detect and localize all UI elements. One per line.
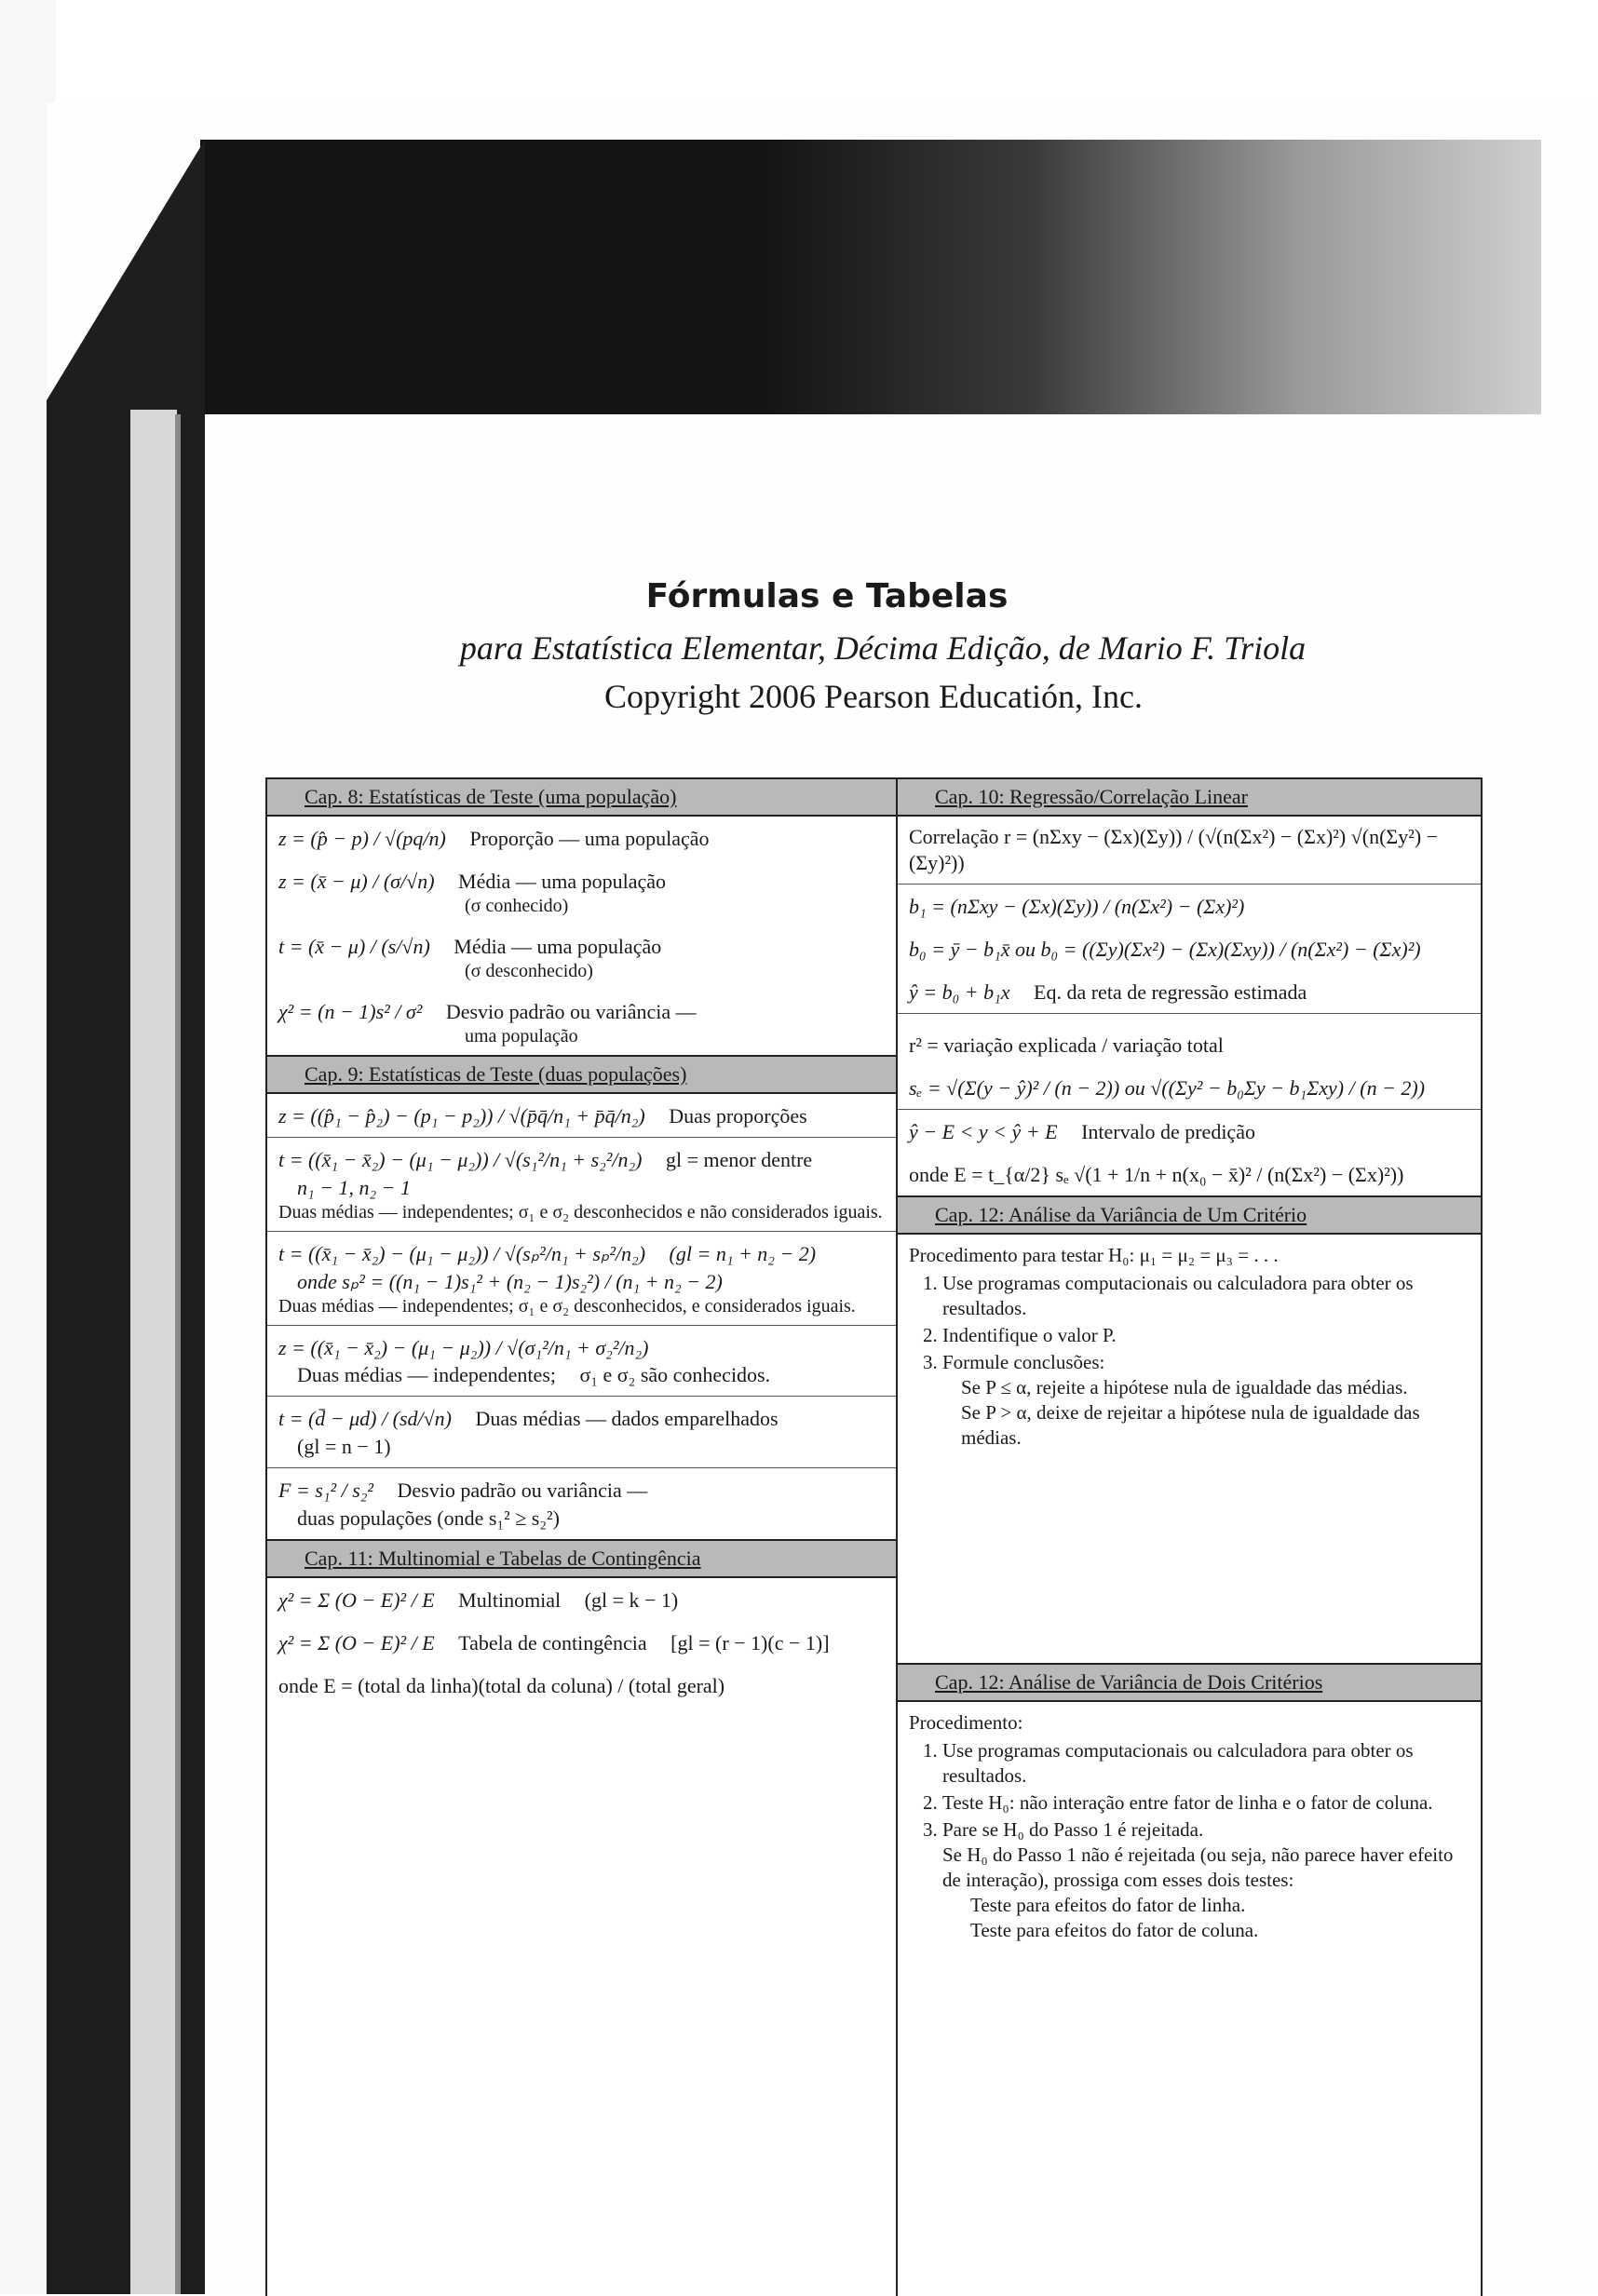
formula-row xyxy=(267,817,899,859)
list-item xyxy=(942,1350,1469,1451)
right-column xyxy=(896,777,1483,2296)
formula-row xyxy=(898,1153,1481,1195)
list-item xyxy=(942,1817,1469,1943)
formula: t = (x̄ − μ) / (s/√n) xyxy=(278,934,430,958)
formula-row xyxy=(267,1094,899,1138)
cap11-rows xyxy=(267,1578,899,1707)
formula-note: (σ conhecido) xyxy=(465,895,569,916)
formula: z = ((x̄₁ − x̄₂) − (μ₁ − μ₂)) / √(σ₁²/n₁ + σ₂²/n₂) xyxy=(278,1335,649,1359)
formula-row xyxy=(898,927,1481,970)
formula-row xyxy=(267,990,899,1055)
formula-note: Duas médias — independentes; σ₁ e σ₂ desconhecidos, e considerados iguais. xyxy=(278,1295,856,1317)
formula: b₀ = ȳ − b₁x̄ ou b₀ = ((Σy)(Σx²) − (Σx)(Σxy)) / (n(Σx²) − (Σx)²) xyxy=(909,937,1421,961)
formula-label: Média — uma população xyxy=(454,934,662,958)
formula: onde E = (total da linha)(total da coluna) / (total geral) xyxy=(278,1674,725,1698)
left-column xyxy=(265,777,901,2296)
formula-row xyxy=(898,817,1481,885)
formula: z = (x̄ − μ) / (σ/√n) xyxy=(278,869,435,893)
formula-label: Multinomial xyxy=(458,1588,562,1613)
formula-label: Média — uma população xyxy=(458,869,667,893)
section-heading-cap11: Cap. 11: Multinomial e Tabelas de Contingência xyxy=(267,1539,899,1578)
cap12-two-way-body xyxy=(898,1702,1481,1954)
formula: ŷ − E < y < ŷ + E xyxy=(909,1119,1058,1143)
formula-label: Duas médias — dados emparelhados xyxy=(475,1407,779,1431)
formula-row xyxy=(267,1468,899,1539)
formula: ŷ = b₀ + b₁x xyxy=(909,979,1010,1004)
procedure-list xyxy=(909,1738,1469,1943)
formula-label-2: onde sₚ² = ((n₁ − 1)s₁² + (n₂ − 1)s₂²) / (n₁ + n₂ − 2) xyxy=(297,1269,723,1293)
sub-item: Teste para efeitos do fator de linha. xyxy=(970,1893,1246,1916)
list-item: 1. Use programas computacionais ou calculadora para obter os resultados. xyxy=(942,1271,1469,1321)
formula-label-2: duas populações (onde s₁² ≥ s₂²) xyxy=(297,1506,560,1531)
formula-label: Eq. da reta de regressão estimada xyxy=(1034,979,1307,1004)
formula: Correlação r = (nΣxy − (Σx)(Σy)) / (√(n(Σx²) − (Σx)²) √(n(Σy²) − (Σy)²)) xyxy=(909,825,1439,874)
formula: χ² = Σ (O − E)² / E xyxy=(278,1631,435,1655)
section-heading-cap9: Cap. 9: Estatísticas de Teste (duas populações) xyxy=(267,1055,899,1094)
page-subtitle: para Estatística Elementar, Décima Edição, de Mario F. Triola xyxy=(459,629,1307,667)
formula-label-2: n₁ − 1, n₂ − 1 xyxy=(297,1175,411,1199)
formula: r² = variação explicada / variação total xyxy=(909,1033,1224,1057)
page-header xyxy=(186,577,1598,716)
section-heading-cap12-one-way: Cap. 12: Análise da Variância de Um Critério xyxy=(898,1195,1481,1235)
formula-row xyxy=(267,1621,899,1664)
formula: t = ((x̄₁ − x̄₂) − (μ₁ − μ₂)) / √(sₚ²/n₁ + sₚ²/n₂) xyxy=(278,1241,646,1265)
formula-label: Desvio padrão ou variância — xyxy=(445,999,697,1023)
cap8-rows xyxy=(267,817,899,1055)
formula-row xyxy=(898,970,1481,1014)
formula-label: Duas proporções xyxy=(669,1103,807,1128)
cap10-rows xyxy=(898,817,1481,1195)
list-item: 2. Indentifique o valor P. xyxy=(942,1323,1469,1348)
formula: t = ((x̄₁ − x̄₂) − (μ₁ − μ₂)) / √(s₁²/n₁ + s₂²/n₂) xyxy=(278,1147,643,1171)
formula: b₁ = (nΣxy − (Σx)(Σy)) / (n(Σx²) − (Σx)²) xyxy=(909,894,1245,918)
formula-label: (gl = n₁ + n₂ − 2) xyxy=(669,1241,817,1265)
list-item-text: Pare se H₀ do Passo 1 é rejeitada. xyxy=(942,1817,1204,1841)
formula-note: (σ desconhecido) xyxy=(465,960,593,981)
cover-band xyxy=(200,140,1541,414)
formula-label: Proporção — uma população xyxy=(469,826,710,850)
formula: F = s₁² / s₂² xyxy=(278,1479,374,1503)
formula-label: Tabela de contingência xyxy=(458,1631,647,1655)
formula-row xyxy=(898,885,1481,927)
sub-item: Se H₀ do Passo 1 não é rejeitada (ou seja, não parece haver efeito de interação), prossiga com esses dois testes: xyxy=(942,1843,1454,1891)
list-item: 2. Teste H₀: não interação entre fator de linha e o fator de coluna. xyxy=(942,1790,1469,1816)
formula-label: gl = menor dentre xyxy=(665,1147,813,1171)
procedure-list xyxy=(909,1271,1469,1451)
formula-row xyxy=(267,1232,899,1326)
formula: χ² = (n − 1)s² / σ² xyxy=(278,999,423,1023)
sub-item: Se P > α, deixe de rejeitar a hipótese nula de igualdade das médias. xyxy=(961,1400,1420,1449)
formula-label-2: (gl = k − 1) xyxy=(584,1588,679,1613)
formula: z = ((p̂₁ − p̂₂) − (p₁ − p₂)) / √(p̄q̄/n₁ + p̄q̄/n₂) xyxy=(278,1103,645,1128)
formula: z = (p̂ − p) / √(pq/n) xyxy=(278,826,446,850)
formula-row xyxy=(267,1397,899,1468)
formula: χ² = Σ (O − E)² / E xyxy=(278,1588,435,1613)
sub-item: Se P ≤ α, rejeite a hipótese nula de igualdade das médias. xyxy=(961,1375,1408,1398)
section-heading-cap12-two-way: Cap. 12: Análise de Variância de Dois Critérios xyxy=(898,1663,1481,1702)
formula-note: uma população xyxy=(465,1025,578,1047)
list-item: 1. Use programas computacionais ou calculadora para obter os resultados. xyxy=(942,1738,1469,1789)
cap9-rows xyxy=(267,1094,899,1539)
formula-row xyxy=(267,859,899,925)
formula-label-2: (gl = n − 1) xyxy=(297,1435,391,1459)
procedure-intro: Procedimento: xyxy=(909,1710,1023,1734)
procedure-intro: Procedimento para testar H₀: μ₁ = μ₂ = μ₃ = . . . xyxy=(909,1243,1279,1266)
section-heading-cap10: Cap. 10: Regressão/Correlação Linear xyxy=(898,779,1481,817)
formula: onde E = t_{α/2} sₑ √(1 + 1/n + n(x₀ − x̄)² / (n(Σx²) − (Σx)²)) xyxy=(909,1162,1404,1186)
formula-row xyxy=(267,1138,899,1232)
formula: sₑ = √(Σ(y − ŷ)² / (n − 2)) ou √((Σy² − b₀Σy − b₁Σxy) / (n − 2)) xyxy=(909,1075,1426,1100)
formula-row xyxy=(898,1110,1481,1153)
formula-note: Duas médias — independentes; σ₁ e σ₂ desconhecidos e não considerados iguais. xyxy=(278,1201,883,1222)
page-title: Fórmulas e Tabelas xyxy=(645,577,1009,615)
cap12-one-way-body xyxy=(898,1235,1481,1663)
formula-label-2: [gl = (r − 1)(c − 1)] xyxy=(670,1631,830,1655)
section-heading-cap8: Cap. 8: Estatísticas de Teste (uma população) xyxy=(267,779,899,817)
formula-label: Duas médias — independentes; xyxy=(297,1363,556,1387)
formula-row xyxy=(267,1326,899,1398)
formula-row xyxy=(898,1066,1481,1110)
formula-label-2: σ₁ e σ₂ são conhecidos. xyxy=(579,1363,771,1387)
sub-item: Teste para efeitos do fator de coluna. xyxy=(970,1918,1259,1941)
formula-label: Intervalo de predição xyxy=(1081,1119,1255,1143)
formula-row xyxy=(267,1664,899,1707)
list-item-text: Formule conclusões: xyxy=(942,1350,1105,1373)
formula-row xyxy=(267,1578,899,1621)
copyright-line: Copyright 2006 Pearson Educatión, Inc. xyxy=(604,678,1143,715)
cover-band-left xyxy=(47,140,205,2294)
formula-row xyxy=(898,1023,1481,1066)
formula: t = (d̄ − μd) / (sd/√n) xyxy=(278,1407,453,1431)
formula-label: Desvio padrão ou variância — xyxy=(397,1479,648,1503)
formula-row xyxy=(267,925,899,990)
